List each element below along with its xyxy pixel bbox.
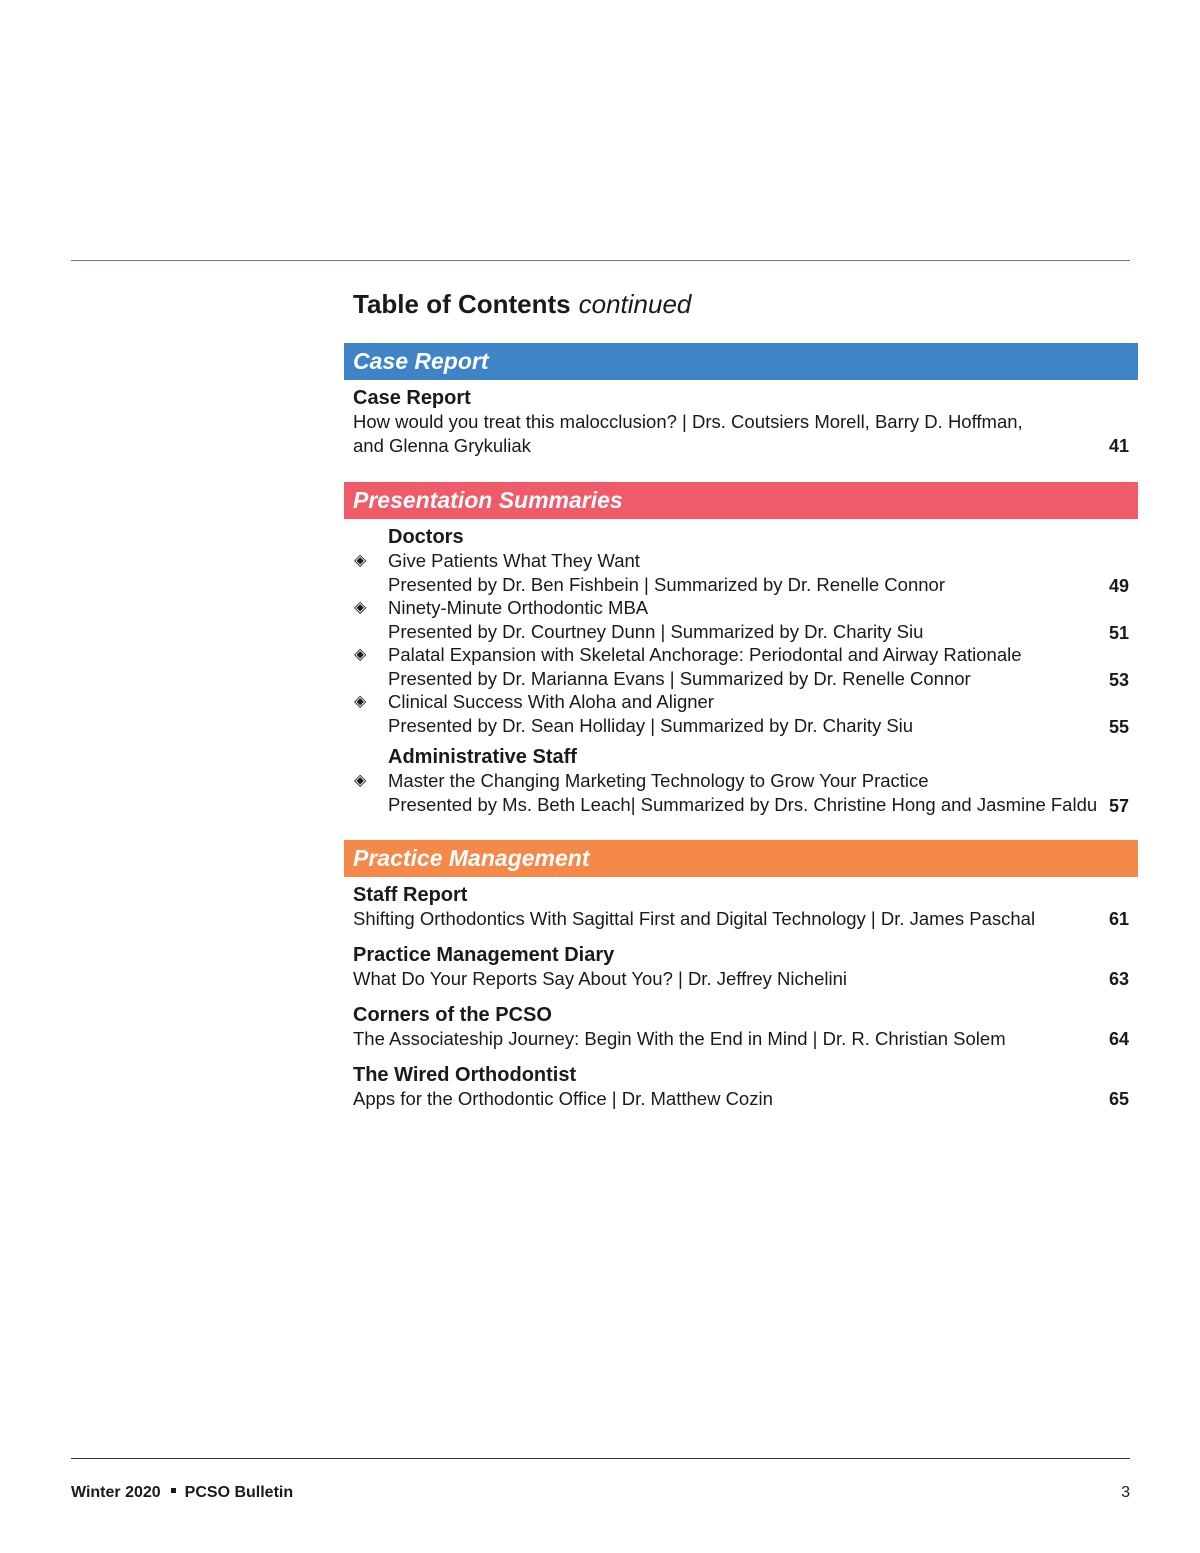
square-separator-icon (171, 1488, 176, 1493)
item-title: Master the Changing Marketing Technology to Grow Your Practice (388, 770, 929, 791)
entry-page-number: 64 (1108, 1029, 1129, 1049)
entry-heading: Corners of the PCSO (353, 1004, 552, 1026)
toc-entry[interactable] (344, 1063, 1138, 1111)
footer-page-number: 3 (1121, 1484, 1130, 1501)
group-administrative-staff (344, 745, 1138, 816)
entry-heading: Staff Report (353, 884, 468, 906)
footer-issue: Winter 2020 (71, 1484, 161, 1501)
diamond-bullet-icon: ◈ (354, 772, 367, 789)
section-header-practice-management: Practice Management (344, 840, 1138, 877)
item-page-number: 51 (1108, 623, 1129, 643)
diamond-bullet-icon: ◈ (354, 599, 367, 616)
entry-description: Apps for the Orthodontic Office | Dr. Matthew Cozin (353, 1088, 773, 1109)
page-title-suffix: continued (578, 289, 692, 319)
item-byline: Presented by Ms. Beth Leach| Summarized by Drs. Christine Hong and Jasmine Faldu (388, 793, 1098, 815)
toc-item[interactable] (354, 549, 1138, 596)
entry-description: How would you treat this malocclusion? | Drs. Coutsiers Morell, Barry D. Hoffman, (353, 411, 1023, 432)
toc-entry[interactable] (344, 1003, 1138, 1051)
item-title: Clinical Success With Aloha and Aligner (388, 691, 714, 712)
toc-entry[interactable] (344, 386, 1138, 458)
section-header-presentation-summaries: Presentation Summaries (344, 482, 1138, 519)
item-title: Palatal Expansion with Skeletal Anchorage: Periodontal and Airway Rationale (388, 644, 1022, 665)
page-title-text: Table of Contents (353, 289, 571, 319)
toc-entry[interactable] (344, 883, 1138, 931)
entry-page-number: 61 (1108, 909, 1129, 929)
entry-page-number: 65 (1108, 1089, 1129, 1109)
item-title: Ninety-Minute Orthodontic MBA (388, 597, 649, 618)
group-doctors (344, 525, 1138, 737)
entry-description: What Do Your Reports Say About You? | Dr. Jeffrey Nichelini (353, 968, 847, 989)
diamond-bullet-icon: ◈ (354, 646, 367, 663)
page-title (353, 283, 1138, 325)
section-case-report (344, 380, 1138, 458)
entry-description: Shifting Orthodontics With Sagittal First and Digital Technology | Dr. James Paschal (353, 908, 1036, 929)
item-byline: Presented by Dr. Marianna Evans | Summarized by Dr. Renelle Connor (388, 667, 971, 689)
section-practice-management (344, 877, 1138, 1111)
footer-divider (71, 1458, 1130, 1459)
section-presentation-summaries (344, 519, 1138, 816)
item-page-number: 49 (1108, 576, 1129, 596)
toc-item[interactable] (354, 690, 1138, 737)
entry-description-cont: and Glenna Grykuliak (353, 435, 531, 456)
entry-page-number: 63 (1108, 969, 1129, 989)
toc-entry[interactable] (344, 943, 1138, 991)
item-byline: Presented by Dr. Courtney Dunn | Summarized by Dr. Charity Siu (388, 620, 924, 642)
item-page-number: 57 (1108, 796, 1129, 816)
toc-item[interactable] (354, 643, 1138, 690)
toc-item[interactable] (354, 596, 1138, 643)
entry-page-number: 41 (1108, 436, 1129, 456)
group-heading: Doctors (388, 526, 464, 548)
header-divider (71, 260, 1130, 261)
entry-heading: The Wired Orthodontist (353, 1064, 577, 1086)
table-of-contents (344, 283, 1138, 1135)
entry-heading: Practice Management Diary (353, 944, 615, 966)
page-footer (71, 1478, 1130, 1508)
item-title: Give Patients What They Want (388, 550, 640, 571)
group-heading: Administrative Staff (388, 746, 577, 768)
toc-item[interactable] (354, 769, 1138, 816)
item-page-number: 55 (1108, 717, 1129, 737)
entry-description: The Associateship Journey: Begin With the End in Mind | Dr. R. Christian Solem (353, 1028, 1006, 1049)
diamond-bullet-icon: ◈ (354, 693, 367, 710)
item-byline: Presented by Dr. Ben Fishbein | Summarized by Dr. Renelle Connor (388, 573, 945, 595)
item-page-number: 53 (1108, 670, 1129, 690)
item-byline: Presented by Dr. Sean Holliday | Summarized by Dr. Charity Siu (388, 714, 914, 736)
section-header-case-report: Case Report (344, 343, 1138, 380)
entry-heading: Case Report (353, 387, 471, 409)
footer-publication: PCSO Bulletin (184, 1484, 294, 1501)
diamond-bullet-icon: ◈ (354, 552, 367, 569)
